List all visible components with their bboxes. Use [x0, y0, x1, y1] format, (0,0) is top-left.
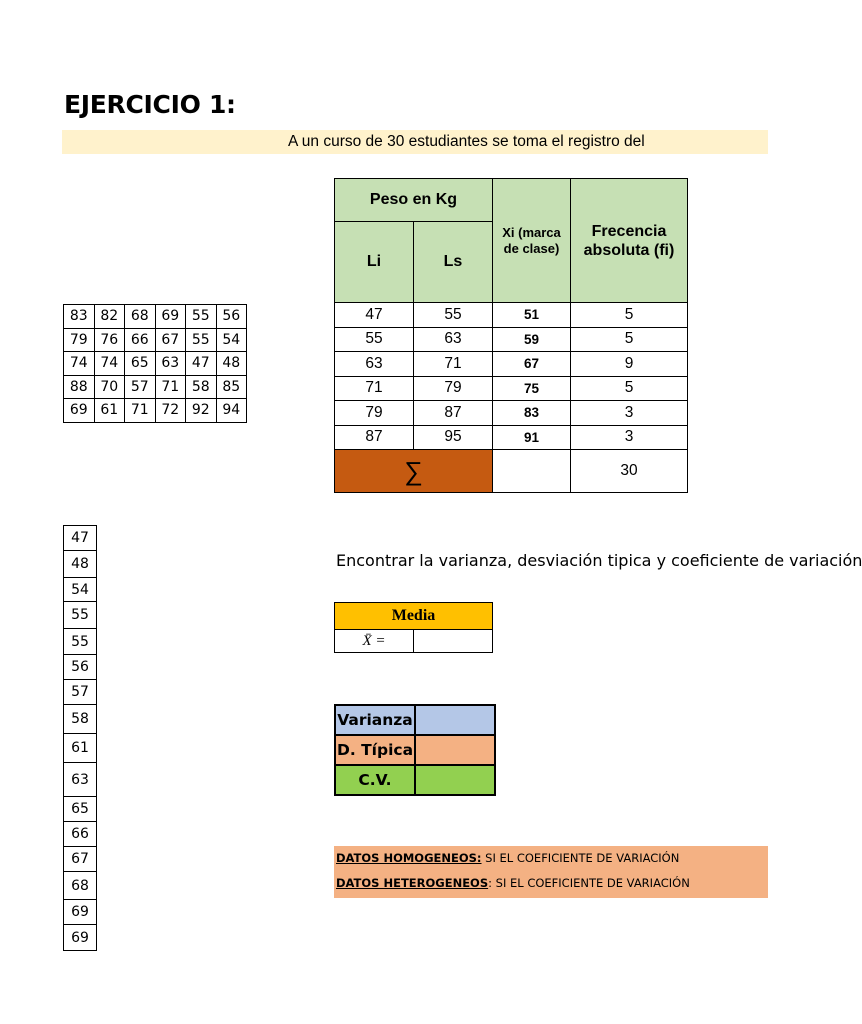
raw-data-cell[interactable]: 58 — [186, 375, 217, 399]
note-heterogeneos — [336, 876, 692, 890]
note-homogeneos-label: DATOS HOMOGENEOS: — [336, 851, 482, 865]
raw-data-cell[interactable]: 76 — [94, 328, 125, 352]
exercise-title: EJERCICIO 1: — [64, 90, 236, 119]
frequency-row — [335, 425, 688, 450]
sorted-row — [64, 705, 97, 734]
sorted-cell[interactable]: 58 — [64, 705, 97, 734]
freq-cell-ls[interactable]: 87 — [414, 401, 493, 426]
sorted-cell[interactable]: 55 — [64, 629, 97, 655]
freq-cell-xi[interactable]: 83 — [493, 401, 571, 426]
xi-header[interactable]: Xi (marca de clase) — [493, 179, 571, 303]
sorted-row — [64, 655, 97, 680]
description-text: A un curso de 30 estudiantes se toma el registro del — [288, 133, 645, 150]
raw-data-cell[interactable]: 71 — [155, 375, 186, 399]
raw-data-cell[interactable]: 85 — [216, 375, 247, 399]
sorted-cell[interactable]: 57 — [64, 680, 97, 705]
raw-data-cell[interactable]: 82 — [94, 305, 125, 329]
raw-data-cell[interactable]: 69 — [155, 305, 186, 329]
sorted-cell[interactable]: 68 — [64, 872, 97, 900]
raw-data-cell[interactable]: 67 — [155, 328, 186, 352]
raw-data-cell[interactable]: 69 — [64, 399, 95, 423]
raw-data-cell[interactable]: 55 — [186, 328, 217, 352]
freq-cell-ls[interactable]: 71 — [414, 352, 493, 377]
note-heterogeneos-text: : SI EL COEFICIENTE DE VARIACIÓN — [488, 876, 690, 890]
note-homogeneos — [336, 851, 692, 865]
frequency-table — [334, 178, 688, 493]
raw-data-row — [64, 399, 247, 423]
media-table — [334, 602, 493, 653]
sorted-row — [64, 578, 97, 602]
tipica-label[interactable]: D. Típica — [335, 735, 415, 765]
sorted-row — [64, 629, 97, 655]
sum-xi-cell[interactable] — [493, 450, 571, 493]
frequency-row — [335, 376, 688, 401]
note-homogeneos-text: SI EL COEFICIENTE DE VARIACIÓN — [481, 851, 680, 865]
raw-data-cell[interactable]: 92 — [186, 399, 217, 423]
media-header[interactable]: Media — [335, 603, 493, 630]
frequency-row — [335, 352, 688, 377]
raw-data-row — [64, 375, 247, 399]
sorted-row — [64, 526, 97, 551]
freq-cell-fi[interactable]: 5 — [571, 376, 688, 401]
freq-cell-li[interactable]: 63 — [335, 352, 414, 377]
raw-data-cell[interactable]: 55 — [186, 305, 217, 329]
ls-header[interactable]: Ls — [414, 222, 493, 303]
sorted-cell[interactable]: 65 — [64, 797, 97, 822]
sorted-cell[interactable]: 54 — [64, 578, 97, 602]
sum-fi-cell[interactable]: 30 — [571, 450, 688, 493]
cv-label[interactable]: C.V. — [335, 765, 415, 795]
sorted-row — [64, 680, 97, 705]
raw-data-cell[interactable]: 47 — [186, 352, 217, 376]
freq-cell-fi[interactable]: 9 — [571, 352, 688, 377]
freq-cell-ls[interactable]: 79 — [414, 376, 493, 401]
raw-data-cell[interactable]: 66 — [125, 328, 156, 352]
raw-data-cell[interactable]: 88 — [64, 375, 95, 399]
freq-cell-li[interactable]: 79 — [335, 401, 414, 426]
raw-data-cell[interactable]: 79 — [64, 328, 95, 352]
varianza-value[interactable] — [415, 705, 495, 735]
raw-data-cell[interactable]: 74 — [94, 352, 125, 376]
sorted-cell[interactable]: 69 — [64, 925, 97, 951]
freq-cell-xi[interactable]: 91 — [493, 425, 571, 450]
sorted-row — [64, 797, 97, 822]
sorted-cell[interactable]: 63 — [64, 763, 97, 797]
varianza-label[interactable]: Varianza — [335, 705, 415, 735]
sorted-cell[interactable]: 55 — [64, 602, 97, 629]
sorted-row — [64, 602, 97, 629]
freq-cell-xi[interactable]: 51 — [493, 303, 571, 328]
raw-data-row — [64, 305, 247, 329]
freq-cell-li[interactable]: 55 — [335, 327, 414, 352]
sorted-row — [64, 734, 97, 763]
media-value[interactable] — [414, 630, 493, 653]
freq-cell-ls[interactable]: 63 — [414, 327, 493, 352]
sorted-row — [64, 847, 97, 872]
raw-data-cell[interactable]: 61 — [94, 399, 125, 423]
sorted-row — [64, 925, 97, 951]
stats-table — [334, 704, 496, 796]
sorted-row — [64, 763, 97, 797]
cv-value[interactable] — [415, 765, 495, 795]
frequency-row — [335, 303, 688, 328]
sorted-cell[interactable]: 69 — [64, 900, 97, 925]
note-heterogeneos-label: DATOS HETEROGENEOS — [336, 876, 489, 890]
freq-cell-ls[interactable]: 95 — [414, 425, 493, 450]
freq-cell-fi[interactable]: 5 — [571, 303, 688, 328]
raw-data-row — [64, 352, 247, 376]
sorted-row — [64, 900, 97, 925]
raw-data-cell[interactable]: 65 — [125, 352, 156, 376]
raw-data-cell[interactable]: 68 — [125, 305, 156, 329]
sorted-cell[interactable]: 67 — [64, 847, 97, 872]
freq-cell-xi[interactable]: 59 — [493, 327, 571, 352]
frequency-row — [335, 327, 688, 352]
sorted-cell[interactable]: 66 — [64, 822, 97, 847]
fi-header[interactable]: Frecencia absoluta (fi) — [571, 179, 688, 303]
raw-data-cell[interactable]: 48 — [216, 352, 247, 376]
freq-cell-ls[interactable]: 55 — [414, 303, 493, 328]
raw-data-cell[interactable]: 70 — [94, 375, 125, 399]
freq-cell-li[interactable]: 87 — [335, 425, 414, 450]
sorted-row — [64, 872, 97, 900]
sorted-cell[interactable]: 48 — [64, 551, 97, 578]
frequency-row — [335, 401, 688, 426]
freq-cell-xi[interactable]: 75 — [493, 376, 571, 401]
sorted-cell[interactable]: 47 — [64, 526, 97, 551]
freq-cell-li[interactable]: 47 — [335, 303, 414, 328]
sum-symbol-cell[interactable]: ∑ — [335, 450, 493, 493]
sorted-cell[interactable]: 61 — [64, 734, 97, 763]
li-header[interactable]: Li — [335, 222, 414, 303]
freq-cell-li[interactable]: 71 — [335, 376, 414, 401]
raw-data-row — [64, 328, 247, 352]
raw-data-cell[interactable]: 57 — [125, 375, 156, 399]
peso-header[interactable]: Peso en Kg — [335, 179, 493, 222]
raw-data-cell[interactable]: 94 — [216, 399, 247, 423]
media-symbol[interactable]: X̄ = — [335, 630, 414, 653]
raw-data-cell[interactable]: 72 — [155, 399, 186, 423]
sorted-row — [64, 551, 97, 578]
freq-cell-fi[interactable]: 5 — [571, 327, 688, 352]
instruction-text: Encontrar la varianza, desviación tipica y coeficiente de variación — [336, 551, 862, 570]
sorted-row — [64, 822, 97, 847]
raw-data-cell[interactable]: 74 — [64, 352, 95, 376]
sorted-data-column — [63, 525, 97, 951]
raw-data-cell[interactable]: 54 — [216, 328, 247, 352]
sorted-cell[interactable]: 56 — [64, 655, 97, 680]
tipica-value[interactable] — [415, 735, 495, 765]
freq-cell-xi[interactable]: 67 — [493, 352, 571, 377]
raw-data-cell[interactable]: 71 — [125, 399, 156, 423]
raw-data-cell[interactable]: 63 — [155, 352, 186, 376]
raw-data-grid — [63, 304, 247, 423]
raw-data-cell[interactable]: 56 — [216, 305, 247, 329]
raw-data-cell[interactable]: 83 — [64, 305, 95, 329]
freq-cell-fi[interactable]: 3 — [571, 425, 688, 450]
freq-cell-fi[interactable]: 3 — [571, 401, 688, 426]
